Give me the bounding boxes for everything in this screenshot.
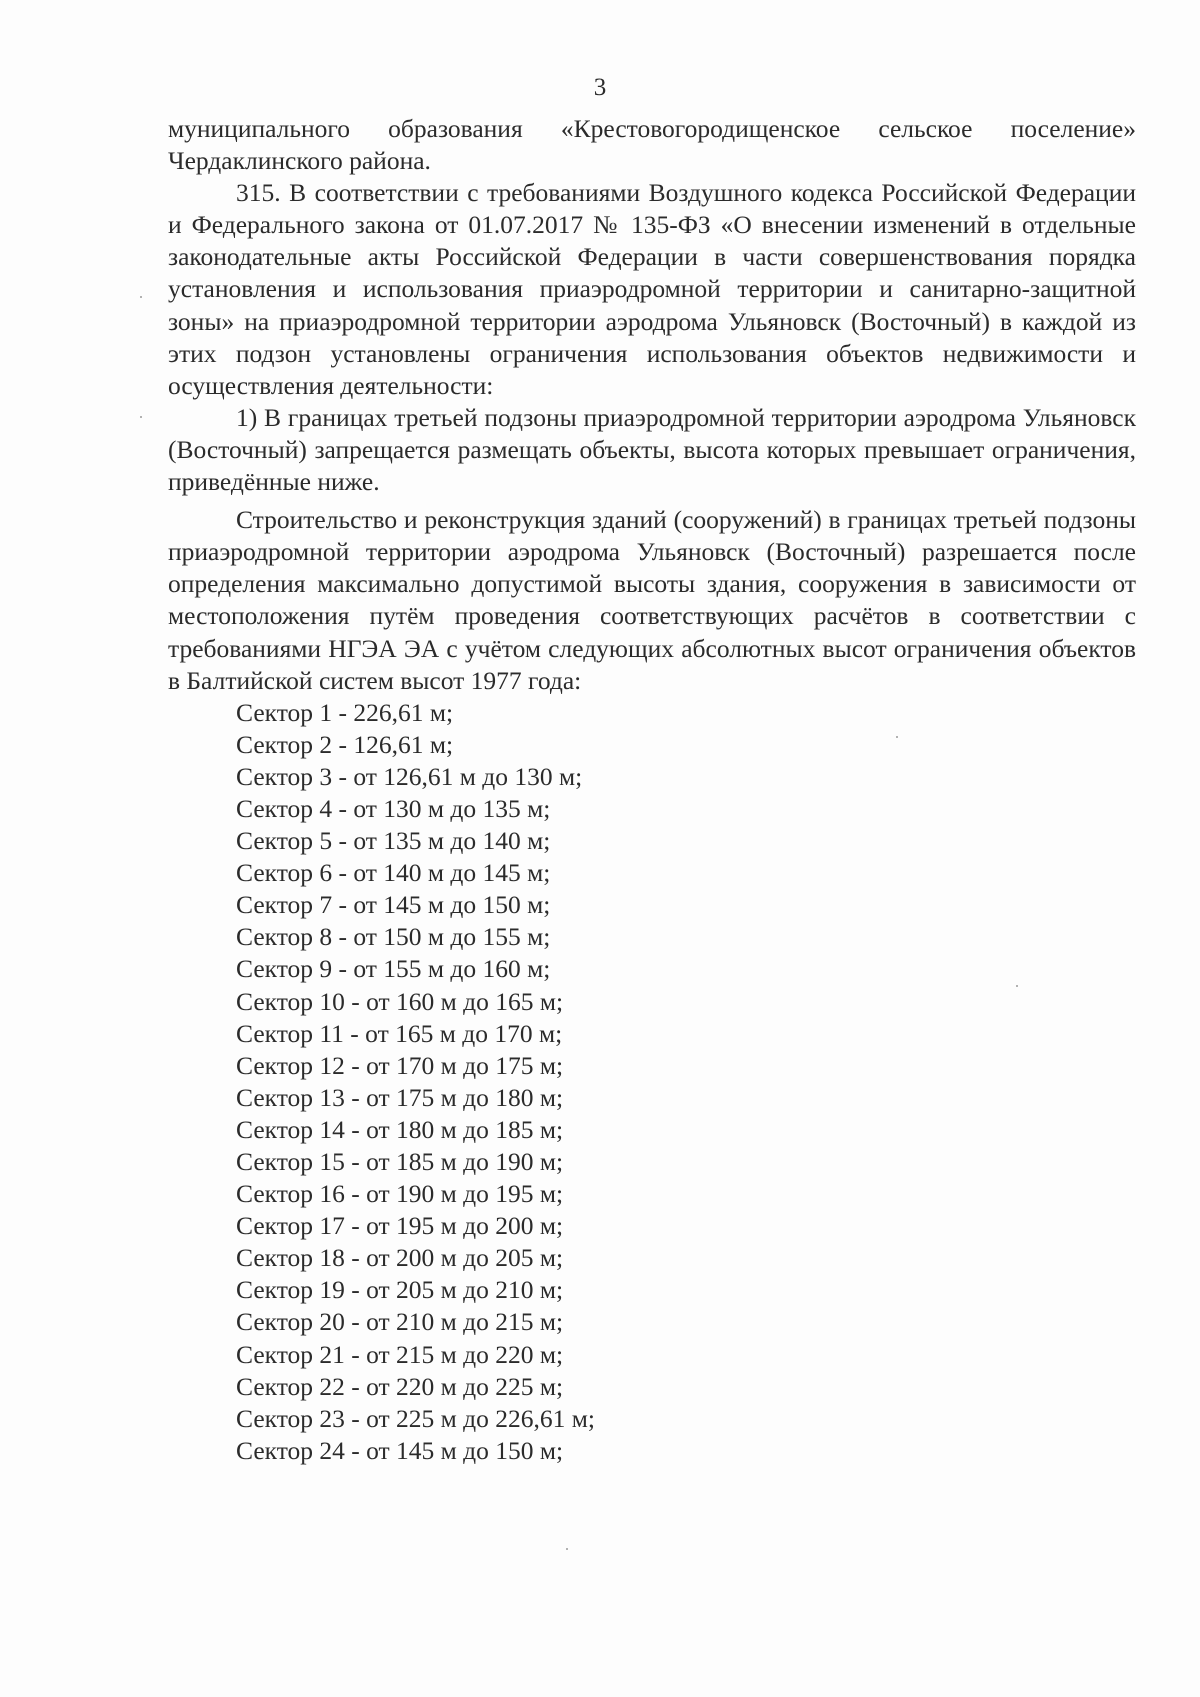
- list-item: Сектор 2 - 126,61 м;: [236, 729, 454, 759]
- list-item: Сектор 3 - от 126,61 м до 130 м;: [236, 761, 583, 791]
- list-item: Сектор 4 - от 130 м до 135 м;: [236, 793, 551, 823]
- scan-speck: [140, 416, 142, 418]
- document-body: [168, 113, 1136, 1467]
- list-item: Сектор 10 - от 160 м до 165 м;: [236, 986, 564, 1016]
- list-item: Сектор 17 - от 195 м до 200 м;: [236, 1211, 564, 1241]
- list-item: Сектор 8 - от 150 м до 155 м;: [236, 922, 551, 952]
- paragraph-continuation: муниципального образования «Крестовогородищенское сельское поселение» Чердаклинского района.: [168, 114, 1136, 176]
- list-item: Сектор 9 - от 155 м до 160 м;: [236, 954, 551, 984]
- list-item: Сектор 7 - от 145 м до 150 м;: [236, 890, 551, 920]
- list-item: Сектор 13 - от 175 м до 180 м;: [236, 1082, 564, 1112]
- list-item: Сектор 24 - от 145 м до 150 м;: [236, 1435, 564, 1465]
- list-item: Сектор 19 - от 205 м до 210 м;: [236, 1275, 564, 1305]
- scan-speck: [566, 1548, 568, 1550]
- list-item: Сектор 5 - от 135 м до 140 м;: [236, 826, 551, 856]
- list-item: Сектор 16 - от 190 м до 195 м;: [236, 1179, 564, 1209]
- paragraph-item-1: 1) В границах третьей подзоны приаэродромной территории аэродрома Ульяновск (Восточный) запрещается размещать объекты, высота которых превышает ограничения, приведённые ниже.: [168, 402, 1136, 497]
- list-item: Сектор 1 - 226,61 м;: [236, 697, 454, 727]
- page-number: 3: [593, 74, 607, 101]
- list-item: Сектор 11 - от 165 м до 170 м;: [236, 1018, 563, 1048]
- list-item: Сектор 20 - от 210 м до 215 м;: [236, 1307, 564, 1337]
- scan-speck: [140, 296, 142, 298]
- paragraph-315: 315. В соответствии с требованиями Воздушного кодекса Российской Федерации и Федерального закона от 01.07.2017 № 135-ФЗ «О внесении изменений в отдельные законодательные акты Российской Федерации в части совершенствования порядка установления и использования приаэродромной территории и санитарно-защитной зоны» на приаэродромной территории аэродрома Ульяновск (Восточный) в каждой из этих подзон установлены ограничения использования объектов недвижимости и осуществления деятельности:: [168, 178, 1136, 400]
- list-item: Сектор 15 - от 185 м до 190 м;: [236, 1147, 564, 1176]
- list-item: Сектор 6 - от 140 м до 145 м;: [236, 858, 551, 888]
- scan-speck: [896, 736, 898, 738]
- list-item: Сектор 23 - от 225 м до 226,61 м;: [236, 1403, 596, 1433]
- scan-speck: [1016, 985, 1018, 987]
- list-item: Сектор 21 - от 215 м до 220 м;: [236, 1339, 564, 1369]
- list-item: Сектор 12 - от 170 м до 175 м;: [236, 1050, 564, 1080]
- paragraph-construction: Строительство и реконструкция зданий (сооружений) в границах третьей подзоны приаэродромной территории аэродрома Ульяновск (Восточный) разрешается после определения максимально допустимой высоты здания, сооружения в зависимости от местоположения путём проведения соответствующих расчётов в соответствии с требованиями НГЭА ЭА с учётом следующих абсолютных высот ограничения объектов в Балтийской систем высот 1977 года:: [168, 505, 1136, 695]
- list-item: Сектор 22 - от 220 м до 225 м;: [236, 1371, 564, 1401]
- sector-list: [168, 697, 1136, 1467]
- list-item: Сектор 18 - от 200 м до 205 м;: [236, 1243, 564, 1273]
- list-item: Сектор 14 - от 180 м до 185 м;: [236, 1114, 564, 1144]
